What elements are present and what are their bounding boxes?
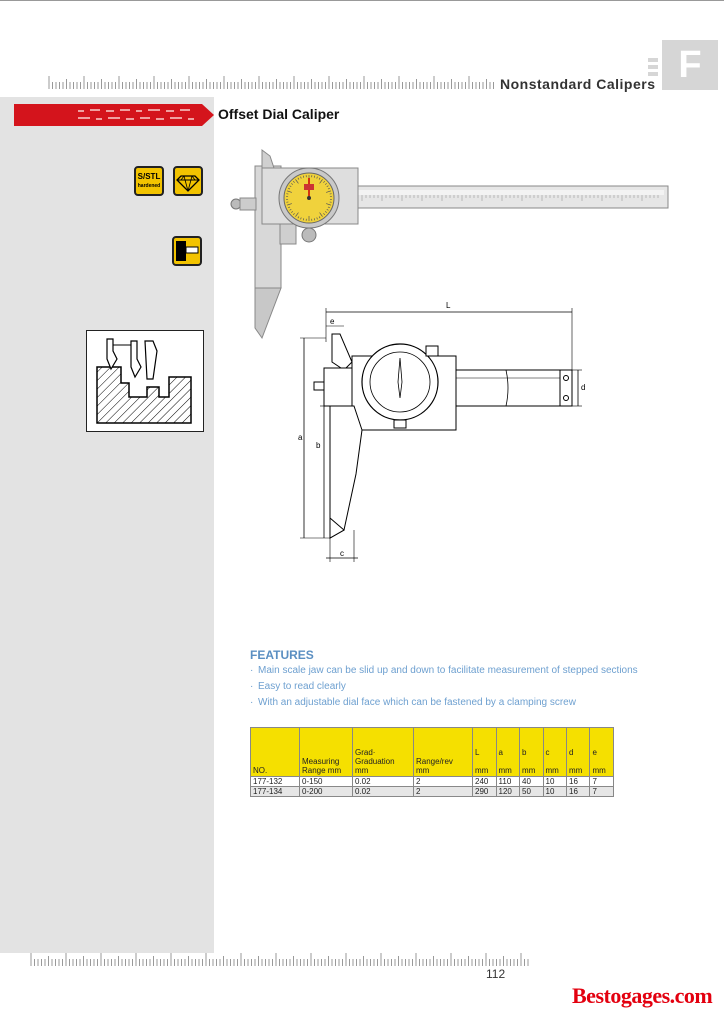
dim-label-b: b [316, 441, 321, 450]
jaw-type-icon [172, 236, 202, 266]
bottom-ruler-decoration [30, 953, 530, 967]
dim-label-e: e [330, 317, 335, 326]
table-cell: 110 [496, 777, 520, 787]
section-bars-icon [648, 58, 658, 76]
page-number: 112 [486, 967, 506, 981]
col-header-d: d mm [567, 728, 590, 777]
feature-item-text: With an adjustable dial face which can be fastened by a clamping screw [258, 697, 576, 708]
dim-label-L: L [446, 301, 451, 310]
section-title: Nonstandard Calipers [500, 76, 656, 92]
section-letter-tab: F [662, 40, 718, 90]
features-heading: FEATURES [250, 648, 314, 662]
col-header-range: Measuring Range mm [300, 728, 353, 777]
table-cell: 0-200 [300, 787, 353, 797]
col-header-L: L mm [473, 728, 497, 777]
badge-hardened-label: hardened [137, 183, 161, 189]
col-header-b: b mm [520, 728, 543, 777]
dim-label-d: d [581, 383, 586, 392]
feature-item-text: Main scale jaw can be slid up and down to facilitate measurement of stepped sections [258, 665, 638, 676]
product-title: Offset Dial Caliper [218, 106, 340, 122]
table-header-row [251, 728, 614, 777]
stainless-steel-badge [134, 166, 164, 196]
dimension-drawing [296, 298, 588, 566]
table-cell: 2 [414, 787, 473, 797]
col-header-graduation: Grad· Graduation mm [353, 728, 414, 777]
table-cell: 120 [496, 787, 520, 797]
stepped-measurement-diagram [86, 330, 204, 432]
table-cell: 10 [543, 777, 566, 787]
diamond-icon [173, 166, 203, 196]
table-cell: 10 [543, 787, 566, 797]
table-cell: 0.02 [353, 777, 414, 787]
table-cell: 177-134 [251, 787, 300, 797]
table-cell: 0.02 [353, 787, 414, 797]
left-sidebar [0, 97, 214, 953]
table-row [251, 787, 614, 797]
table-cell: 40 [520, 777, 543, 787]
table-cell: 177-132 [251, 777, 300, 787]
page-top-border [0, 0, 724, 1]
col-header-c: c mm [543, 728, 566, 777]
feature-item: · With an adjustable dial face which can be fastened by a clamping screw [250, 697, 576, 708]
badge-material-label: S/STL [137, 172, 161, 181]
table-cell: 7 [590, 777, 614, 787]
feature-item-text: Easy to read clearly [258, 681, 346, 692]
table-cell: 16 [567, 777, 590, 787]
col-header-e: e mm [590, 728, 614, 777]
table-row [251, 777, 614, 787]
table-cell: 2 [414, 777, 473, 787]
brand-watermark: Bestogages.com [572, 983, 713, 1008]
dim-label-c: c [340, 549, 344, 558]
table-cell: 0-150 [300, 777, 353, 787]
table-cell: 240 [473, 777, 497, 787]
table-cell: 290 [473, 787, 497, 797]
top-ruler-decoration [48, 76, 495, 90]
feature-item: · Main scale jaw can be slid up and down to facilitate measurement of stepped sections [250, 665, 638, 676]
col-header-range-rev: Range/rev mm [414, 728, 473, 777]
feature-item: · Easy to read clearly [250, 681, 346, 692]
table-cell: 7 [590, 787, 614, 797]
dim-label-a: a [298, 433, 303, 442]
col-header-no: NO. [251, 728, 300, 777]
table-cell: 50 [520, 787, 543, 797]
red-banner [14, 104, 214, 126]
table-cell: 16 [567, 787, 590, 797]
spec-table [250, 727, 614, 797]
col-header-a: a mm [496, 728, 520, 777]
